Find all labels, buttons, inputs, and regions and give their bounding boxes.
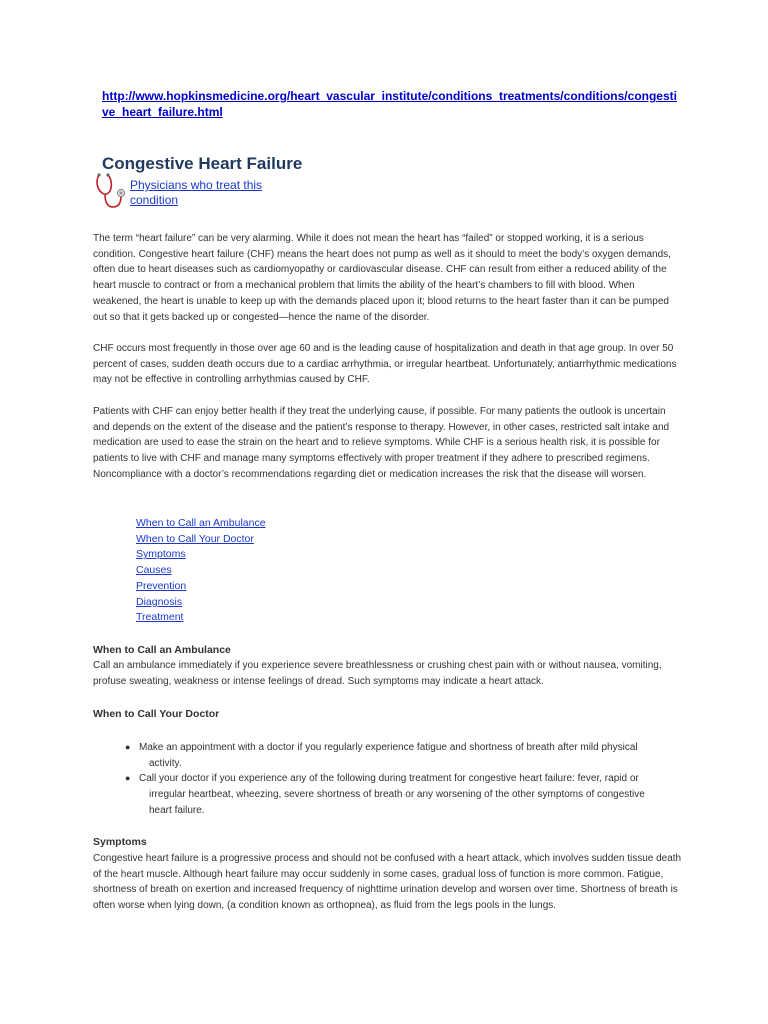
toc-item: [136, 595, 266, 611]
ambulance-heading: When to Call an Ambulance: [93, 644, 231, 656]
stethoscope-icon: [93, 172, 129, 212]
toc-item: [136, 547, 266, 563]
bullet-text-first: Call your doctor if you experience any of the following during treatment for congestive heart failure: fever, rapid or: [139, 773, 639, 785]
intro-paragraph-2: CHF occurs most frequently in those over age 60 and is the leading cause of hospitalization and death in that age group. In over 50 percent of cases, sudden death occurs due to a cardiac arrhythmia, or irregular heartbeat. Unfortunately, antiarrhythmic medications may not be effective in controlling arrhythmias caused by CHF.: [93, 343, 677, 386]
bullet-icon: ●: [125, 742, 131, 752]
page-title: Congestive Heart Failure: [102, 154, 303, 173]
symptoms-text: Congestive heart failure is a progressive process and should not be confused with a heart attack, which involves sudden tissue death of the heart muscle. Although heart failure may occur suddenly in some cases, gradual loss of function is more common. Fatigue, shortness of breath on exertion and increased frequency of nighttime urination develop and worsen over time. Shortness of breath is often worse when lying down, (a condition known as orthopnea), as fluid from the legs pools in the lungs.: [93, 853, 682, 912]
list-item: [125, 771, 665, 818]
toc-item: [136, 516, 266, 532]
toc-item: [136, 532, 266, 548]
toc-link-prevention[interactable]: Prevention: [136, 579, 187, 592]
symptoms-heading: Symptoms: [93, 836, 147, 848]
toc-item: [136, 563, 266, 579]
physicians-link[interactable]: Physicians who treat this condition: [130, 178, 263, 207]
ambulance-text: Call an ambulance immediately if you experience severe breathlessness or crushing chest pain with or without nausea, vomiting, profuse sweating, weakness or intense feelings of dread. Such symptoms may indicate a heart attack.: [93, 660, 662, 687]
bullet-text-rest: irregular heartbeat, wheezing, severe shortness of breath or any worsening of the other symptoms of congestive heart failure.: [149, 789, 645, 816]
toc-link-doctor[interactable]: When to Call Your Doctor: [136, 532, 254, 545]
toc-link-causes[interactable]: Causes: [136, 564, 172, 577]
toc-item: [136, 579, 266, 595]
list-item: [125, 740, 665, 771]
toc-link-diagnosis[interactable]: Diagnosis: [136, 595, 183, 608]
bullet-text-first: Make an appointment with a doctor if you regularly experience fatigue and shortness of breath after mild physical: [139, 742, 638, 753]
bullet-text-rest: activity.: [149, 757, 182, 769]
table-of-contents: [136, 516, 266, 626]
intro-paragraph-3: Patients with CHF can enjoy better health if they treat the underlying cause, if possible. For many patients the outlook is uncertain and depends on the extent of the disease and the patient’s response to therapy. However, in other cases, restricted salt intake and medication are used to ease the strain on the heart and to relieve symptoms. While CHF is a serious health risk, it is possible for patients to live with CHF and manage many symptoms effectively with proper treatment if they adhere to prescribed regimens. Noncompliance with a doctor’s recommendations regarding diet or medication increases the risk that the disease will worsen.: [93, 406, 670, 480]
toc-link-treatment[interactable]: Treatment: [136, 611, 184, 624]
toc-link-ambulance[interactable]: When to Call an Ambulance: [136, 517, 266, 529]
intro-paragraph-1: The term “heart failure” can be very alarming. While it does not mean the heart has “failed” or stopped working, it is a serious condition. Congestive heart failure (CHF) means the heart does not pump as well as it should to meet the body’s oxygen demands, often due to heart diseases such as cardiomyopathy or cardiovascular disease. CHF can result from either a reduced ability of the heart muscle to contract or from a mechanical problem that limits the ability of the heart’s chambers to fill with blood. When weakened, the heart is unable to keep up with the demands placed upon it; blood returns to the heart faster than it can be pumped out so that it gets backed up or congested—hence the name of the disorder.: [93, 233, 671, 323]
toc-link-symptoms[interactable]: Symptoms: [136, 548, 186, 561]
bullet-icon: ●: [125, 773, 131, 784]
toc-item: [136, 610, 266, 626]
source-url-link[interactable]: http://www.hopkinsmedicine.org/heart_vascular_institute/conditions_treatments/conditions/congestive_heart_failure.html: [102, 89, 677, 119]
doctor-bullet-list: [125, 740, 665, 819]
doctor-heading: When to Call Your Doctor: [93, 708, 220, 720]
